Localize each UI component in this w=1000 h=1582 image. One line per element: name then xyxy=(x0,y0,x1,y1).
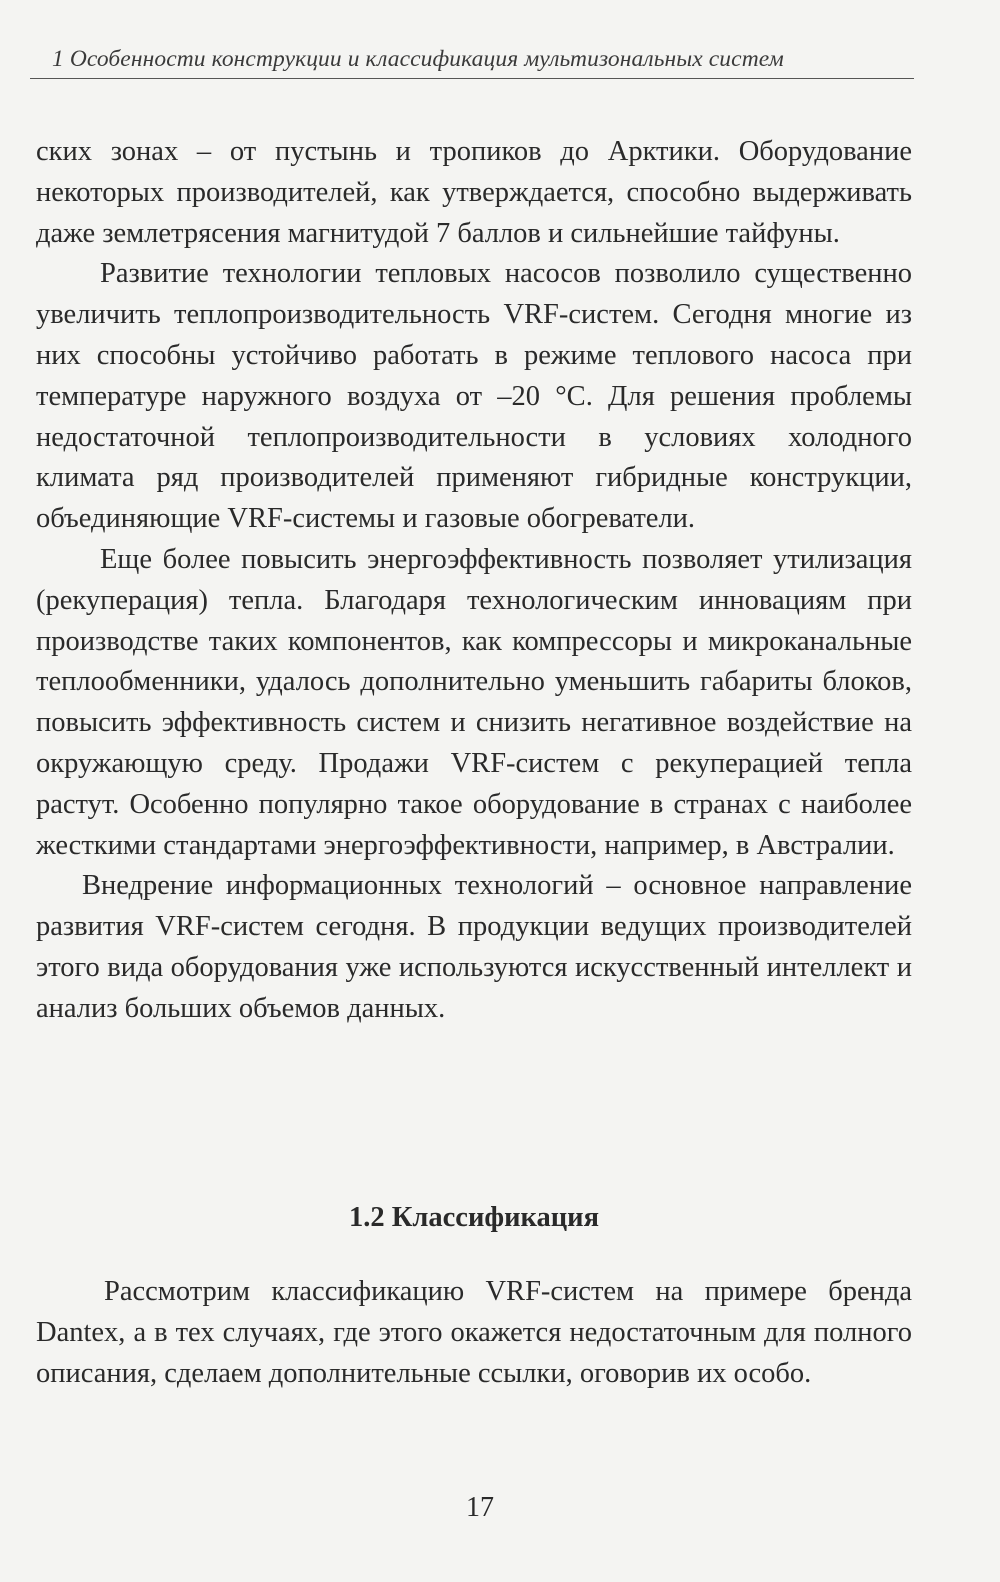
paragraph-heat-pumps: Развитие технологии тепловых насосов позволило существенно увеличить теплопроизводительность VRF-систем. Сегодня многие из них способны устойчиво работать в режиме теплового насоса при температуре наружного воздуха от –20 °С. Для решения проблемы недостаточной теплопроизводительности в условиях холодного климата ряд производителей применяют гибридные конструкции, объединяющие VRF-системы и газовые обогреватели. xyxy=(36,258,912,535)
paragraph-classification: Рассмотрим классификацию VRF-систем на примере бренда Dantex, а в тех случаях, где этого окажется недостаточным для полного описания, сделаем дополнительные ссылки, оговорив их особо. xyxy=(36,1276,912,1389)
section-title: 1.2 Классификация xyxy=(348,1202,599,1233)
paragraph-information-technologies: Внедрение информационных технологий – основное направление развития VRF-систем сегодня. В продукции ведущих производителей этого вида оборудования уже используются искусственный интеллект и анализ больших объемов данных. xyxy=(36,870,912,1024)
section-body xyxy=(36,1272,912,1394)
header-rule xyxy=(30,78,914,79)
paragraph-continuation: ских зонах – от пустынь и тропиков до Арктики. Оборудование некоторых производителей, как утверждается, способно выдерживать даже землетрясения магнитудой 7 баллов и сильнейшие тайфуны. xyxy=(36,136,912,249)
page-number: 17 xyxy=(466,1492,494,1523)
body-text xyxy=(36,132,912,1030)
running-header: 1 Особенности конструкции и классификация мультизональных систем xyxy=(52,46,784,72)
paragraph-heat-recovery: Еще более повысить энергоэффективность позволяет утилизация (рекуперация) тепла. Благодаря технологическим инновациям при производстве таких компонентов, как компрессоры и микроканальные теплообменники, удалось дополнительно уменьшить габариты блоков, повысить эффективность систем и снизить негативное воздействие на окружающую среду. Продажи VRF-систем с рекуперацией тепла растут. Особенно популярно такое оборудование в странах с наиболее жесткими стандартами энергоэффективности, например, в Австралии. xyxy=(36,543,912,861)
